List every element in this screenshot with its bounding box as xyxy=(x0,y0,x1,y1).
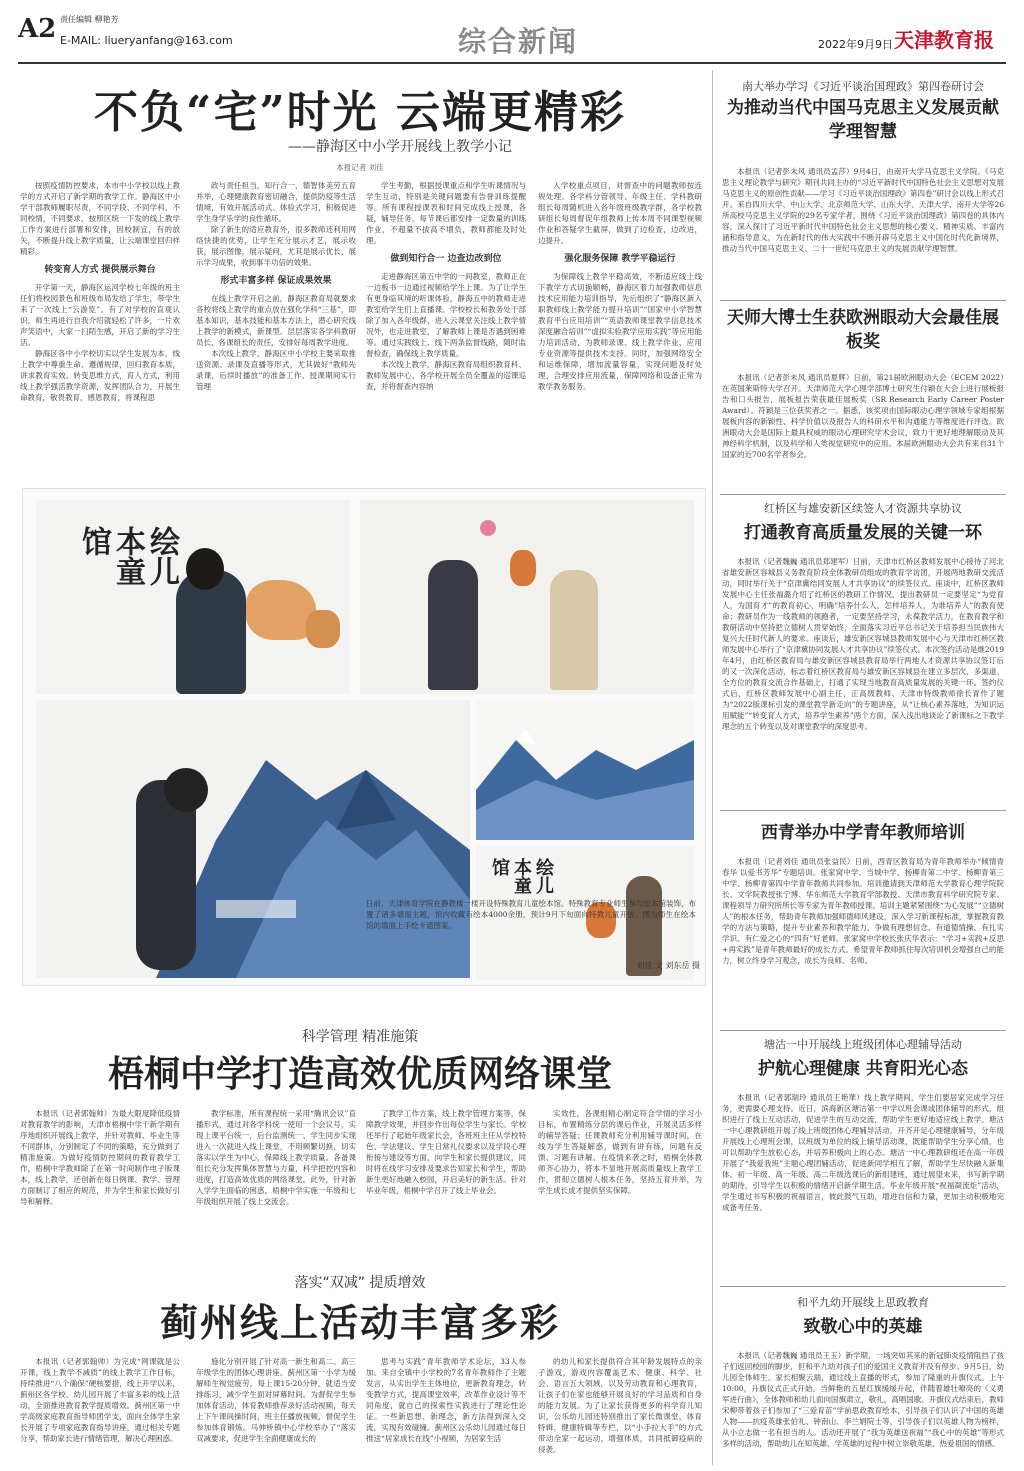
painter-figure-2 xyxy=(428,560,478,690)
wutong-column-1: 本报讯（记者郭翰帅）为最大限度降低疫情对教育教学的影响，天津市梧桐中学干新学期有序地组织开展线上教学，并针对教师、毕业生等不同群体，分别制定了不同的策略，充分做到了精准施策。为做好疫情防控期间的教育教学工作，梧桐中学教师除了在第一时间制作电子版课本，线上教学，还创新在每日例课、教学、管理方面制订了相应的规范，并为学生和家长做好引导和解释。 xyxy=(20,1109,180,1206)
column-divider xyxy=(712,70,713,1465)
mountain-mural-art xyxy=(36,700,470,978)
photo-left-top xyxy=(36,500,350,694)
fox-painting xyxy=(510,550,536,586)
lead-subhead-2: 形式丰富多样 保证成果效果 xyxy=(220,276,332,286)
lead-byline: 本报记者 刘佳 xyxy=(336,163,384,172)
wutong-column-3: 了教学工作方案，线上教学管理方案等，保障教学效果，并回步作出每位学生与家长。学校还举行了起始年级家长会，各班班主任从学校特色、学法建议、学生日常礼仪要求以及学段心理衔接与建设等方面，向学生和家长提供建议，同时将在线学习安排及要求告知家长和学生，帮助新生更好地融入校园，开启美好的新生活。针对毕业年级，梧桐中学召开了线上毕业会。 xyxy=(366,1109,526,1195)
right-divider-5 xyxy=(720,1286,1006,1287)
right-story-1-headline: 为推动当代中国马克思主义发展贡献学理智慧 xyxy=(727,98,999,142)
jizhou-column-1: 本报讯（记者郭翰帅）为完成“网课就是公开课，线上教学不减质”的线上教学工作目标，持续推进“八个确保”硬核要措，线上开学以来，蓟州区各学校、幼儿园开展了丰富多彩的线上活动，全面推进教育教学提质增效。蓟州区第一中学高级家庭教育指导师团学支，面向全体学生家长开展了专项家庭教育指导讲座，通过相关专题分享，帮助家长进行情绪管理，解决心理困惑。 xyxy=(20,1357,180,1443)
right-story-6-headline: 致敬心中的英雄 xyxy=(803,1317,923,1337)
paper-logo: 天津教育报 xyxy=(894,28,994,52)
masthead xyxy=(18,6,1006,62)
right-story-4-body: 本报讯（记者刘佳 通讯员张益民）日前，西青区教育局为青年教师举办“倾情青春华 以爱书芳华”专题培训。张家窝中学、当城中学、杨柳青第二中学、杨柳青第三中学、杨柳青第四中学青年教师共同参加。培训邀请到天津师范大学教育心理学院院长、文学院教授张宁博、华东师范大学教育学部教授、天津市教育科学研究院专家、课程领导力研究所所长等专家为青年教师授课。培训主题紧紧围绕“为心发展”“立德树人”的根本任务，帮助青年教师加强师德师风建设，深入学习新课程标准，掌握教育教学的方法与策略，提升专业素养和教学能力，争做有理想信念、有道德情操、有扎实学识、有仁爱之心的“四有”好老师。张家窝中学校长张庆华表示：“学习+实践+反思+再实践”是青年教师最好的成长方式。希望青年教师抓住每次培训机会增强自己的能力，树立终身学习观念，成长为良师、名师。 xyxy=(722,857,1004,965)
photo-caption: 日前，天津体育学院在静教楼一楼开设特殊教育儿童绘本馆。特殊教育专业师生参与绘本馆装饰，布置了诸多墙面主题，馆内收藏有绘本4000余册，预计9月下旬面向特教儿童开放。图为师生在绘本馆的墙面上手绘卡通图案。 xyxy=(366,899,696,930)
deer-painting-2 xyxy=(306,610,340,648)
photo-credit: 刘佳 文 刘东岳 摄 xyxy=(636,961,700,970)
right-story-1-kicker: 南大举办学习《习近平谈治国理政》第四卷研讨会 xyxy=(742,80,984,93)
lead-subtitle: ——静海区中小学开展线上教学小记 xyxy=(288,139,512,155)
right-divider-4 xyxy=(720,1030,1006,1031)
lead-headline: 不负“宅”时光 云端更精彩 xyxy=(94,87,626,138)
jizhou-kicker: 落实“双减” 提质增效 xyxy=(294,1275,426,1291)
painter-head xyxy=(186,548,224,590)
photo-mountain-mural xyxy=(36,700,470,978)
jizhou-headline: 蓟州线上活动丰富多彩 xyxy=(159,1300,560,1345)
wutong-kicker: 科学管理 精准施策 xyxy=(301,1029,419,1045)
jizhou-column-4: 的幼儿和家长提供符合其年龄发展特点的亲子游戏，游戏内容覆盖艺术、健康、科学、社会、语言五大领域，以及劳动教育和心理教育，让孩子们在家也能够开展良好的学习品质和自身的能力发展。为了让家长获得更多的科学育儿知识，公乐幼儿园还特别推出了家长微课堂，体育特辑，健康特辑等专栏，以“小手拉大手”的方式带动全家一起运动，增强体质，共同抵御疫病的侵袭。 xyxy=(538,1357,702,1454)
right-story-2-body: 本报讯（记者彭未风 通讯员夏辉）日前，第21届欧洲眼动大会（ECEM 2022）在英国莱斯特大学召开。天津师范大学心理学部博士研究生付颖在大会上进行展板报告和口头报告，展板报告荣获最佳展板奖（SR Research Early Career Poster Award）。符颖是三位获奖者之一。据悉，该奖项由国际眼动心理学领域专家组根据展板内容的新颖性、科学价值以及报告人的科研水平和沟通能力等维度进行评选。欧洲眼动大会是国际上最具权威的眼动心理研究学术会议，致力于更好地理解眼动及其神经科学机制，以及科学和人类视觉研究中的应用。本届欧洲眼动大会共有来自31个国家的近700名学者参会。 xyxy=(722,373,1004,459)
right-story-4-headline: 西青举办中学青年教师培训 xyxy=(761,823,965,843)
flower-painting xyxy=(480,520,496,536)
wutong-column-2: 教学标准，所有课程统一采用“腾讯会议”直播形式，通过对各学科统一使用一个会议号，实现上课平台统一，后台监测统一、学生同步实现进入一次就进入线上课堂，不用频繁切换，切实落实以学生为中心，保障线上教学质量。各备课组长充分发挥集体智慧与力量，科学把控内容和进度，打造高效优质的网络课堂。此外，针对新入学学生面临的困惑，梧桐中学实施一年级和七年级组织开展了线上交流会。 xyxy=(196,1109,356,1206)
lead-column-3: 学生考勤，根据授课重点和学生听课情况与学生互动，特别是关键问题要有告誉训练提醒等。所有课程授课表和时间完成线上授课，各疑，辅导任务。每节课后都安排一定数量的训练作业，不超量不拔高不增负，教师都能及时处理。 做到知行合一 边查边改到位 走进静海区第五中学的一间教室，教师正在一边板书一边通过视频给学生上课。为了让学生有更身临其境的听课体验，静海五中的教师走进教室给学生们上直播课。学校校长和教务处干部除了加入各年级群，进入云课堂关注线上教学情况外，也走进教室，了解教师上课是否遇到困难等。通过实践线上、线下两条监督线路，随时监督检查，确保线上教学质量。 本次线上教学，静海区教育局组织教育科、教师发展中心、各学校开展全员全覆盖的巡课巡查，并将督查内容纳 xyxy=(366,181,526,391)
editor-line: 责任编辑 柳艳芳 xyxy=(60,15,119,24)
right-story-1-body: 本报讯（记者彭未风 通讯员孟莎）9月4日，由南开大学马克思主义学院、《马克思主义理论教学与研究》期刊共同主办的“习近平新时代中国特色社会主义思想对发展马克思主义的原创性贡献——学习《习近平谈治国理政》第四卷”研讨会以线上形式召开。来自四川大学、中山大学、北京师范大学、山东大学、天津大学、南开大学等26所高校马克思主义学院的29名专家学者，围绕《习近平谈治国理政》第四卷的具体内容，深入探讨了习近平新时代中国特色社会主义思想的核心要义、精神实质、丰富内涵和指导意义，为在新时代的伟大实践中不断开辟马克思主义中国化时代化新境界，推动当代中国马克思主义、二十一世纪马克思主义的发展贡献学理智慧。 xyxy=(722,167,1004,253)
jizhou-column-3: 思考与实践”青年教师学术论坛，33人参加。来自全镇中小学校的7名青年教师作了主题发言，从实出学生主体地位，更新教育理念，转变教学方式，提高课堂效率，改革作业设计等不同角度，就自己的探索性实践进行了理论性论证。一些新思想、新理念，新方法得到深入交流，实现有效碰撞。蓟州区公乐幼儿园通过每日推送“居家成长在线”小视频，为居家生活 xyxy=(366,1357,526,1443)
lead-subhead-1: 转变育人方式 提供展示舞台 xyxy=(44,265,156,275)
right-story-5-headline: 护航心理健康 共育阳光心态 xyxy=(758,1059,968,1079)
editor-email: E-MAIL: liueryanfang@163.com xyxy=(60,34,233,47)
wall-lettering-2: 绘儿 本童 馆 xyxy=(489,858,554,894)
right-story-6-body: 本报讯（记者魏巍 通讯员王玉）新学期，一场突如其来的新冠肺炎疫情阻挡了孩子们返回校园的脚步，但和平九幼对孩子们的爱国主义教育并没有停步。9月5日，幼儿园全体师生、家长相聚云端，通过线上直播的形式，参加了隆重的升旗仪式。上午10:00，升旗仪式正式开始。当鲜艳的五星红旗缓缓升起，伴随着雄壮嘹亮的《义勇军进行曲》，全体教师和幼儿面向国旗肃立，敬礼，高唱国歌。开旗仪式结束后，教师宋柳带着孩子们参加了“三爱育苗”学前思政教育绘本，引导孩子们认识了中国的英雄人物——抗疫英雄张伯礼、钟南山、李兰娟院士等，引导孩子们以英雄人物为榜样，从小立志做一名有担当的人。活动还开展了“我为英雄送祝福”“我心中的英雄”等形式多样的活动，帮助幼儿在知英雄、学英雄的过程中树立崇敬英雄、热爱祖国的情感。 xyxy=(722,1351,1004,1448)
right-story-5-kicker: 塘沽一中开展线上班级团体心理辅导活动 xyxy=(764,1038,962,1051)
lead-subhead-3: 做到知行合一 边查边改到位 xyxy=(390,254,502,264)
wutong-headline: 梧桐中学打造高效优质网络课堂 xyxy=(107,1053,612,1095)
section-title: 综合新闻 xyxy=(458,25,579,58)
mountain-wave-art xyxy=(476,700,694,840)
lead-column-1: 按照疫情防控要求，本市中小学校以线上教学的方式开启了新学期的教学工作。静海区中小学干部教师履职尽责，不同学段、不同学科、不同校情，不同要求，按照区统一下发的线上教学工作方案进行部署和安排，因校制宜，有的放矢，不断提升线上教学质量，让云端课堂回归样精彩。 转变育人方式 提供展示舞台 开学第一天，静海区运河学校七年级的班主任们将校园景色和班级布局发给了学生，带学生来了一次线上“云游览”。有了对学校的直观认识，师生再进行自我介绍就轻松了许多，一片欢声笑语中，大家一扫陌生感，开启了新的学习生活。 静海区各中小学校切实以学生发展为本，线上教学中尊重生命、遵循规律，回归教育本质，讲求教育实效。转变思维方式，育人方式，利用线上教学强活教学资源，发挥团队合力，开展生命教育，敬畏教育，感恩教育，将课程思 xyxy=(20,181,180,402)
right-story-2-headline: 天师大博士生获欧洲眼动大会最佳展板奖 xyxy=(727,308,999,352)
page-number: A2 xyxy=(18,14,57,44)
right-divider-3 xyxy=(720,810,1006,811)
header-rule xyxy=(18,62,1006,64)
right-divider-1 xyxy=(720,300,1006,301)
right-story-3-kicker: 红桥区与雄安新区续签人才资源共享协议 xyxy=(764,502,962,515)
right-story-3-body: 本报讯（记者魏巍 通讯员郑建军）日前，天津市红桥区教师发展中心接待了河北省雄安新区容城县义务教育阶段全体教研员组成的教育学访团，开展两地教研交流活动，同时举行关于“京津冀结同发展人才共享协议”的续签仪式。座谈中，红桥区教师发展中心主任张福潞介绍了红桥区的教研工作情况，提出教研员一定要坚定“为党育人，为国育才”的教育初心，明确“培养什么人，怎样培养人，为谁培养人”的教育使命；教研员作为一线教师的领跑者，一定要坚持学习，永葆教学活力，在教育教学和教研活动中坚持把立德树人贯穿始终，全面落实习近平总书记关于培养担当民族伟大复兴大任时代新人的要求。座谈后，雄安新区容城县教师发展中心与天津市红桥区教师发展中心举行了“京津冀协同发展人才共享协议”续签仪式。本次签约活动是继2019年4月，由红桥区教育局与雄安新区容城县教育局举行两地人才资源共享协议签订后的又一次深化活动，标志着红桥区教育局与雄安新区容城县在建立多层次、多渠道、全方位的教育交流合作基础上，打通了实现当地教育高质量发展的关键一环。签约仪式后，红桥区教师发展中心副主任，正高级教师、天津市特级教师徐长青作了题为“2022版课标引发的课堂教学新走向”的专题讲座，从“让核心素养落地，为知识运用赋能”“转变育人方式，培养学生素养”两个方面，深入浅出地谈论了新课标之下教学理念的五个转变以及对课堂教学的深度思考。 xyxy=(722,557,1004,731)
wutong-column-4: 实效性，各课组精心制定符合学情的学习小目标，布置精练分层的课后作业，开展灵活多样的辅导答疑；任课教师充分利用辅导课时间，在线为学生答疑解惑，做到有讲有练，问题有反馈、习题有讲解。在疫情来袭之时，梧桐全体教师齐心协力，将本不显地开展高质量线上教学工作，贯彻立德树人根本任务，坚持五育并举，为学生成长成才提供坚实保障。 xyxy=(538,1109,702,1195)
lead-column-4: 入学校重点项目，对督查中的问题教师按连规处理。各学科分管领导、年级主任、学科教研组长每周随机进入各年级班级教学群，各学校教研组长每周督促年组教师上传本周不同课型视频作业和答疑学生截屏，做到了边检查，边改进，边提升。 强化服务保障 教学平稳运行 为保障线上教学平稳高效，不断适应线上线下教学方式切换顺畅，静海区着力加强教师信息技术应用能力培训指导，先后组织了“静海区新入职教师线上教学能力提升培训”“国家中小学智慧教育平台应用培训”“英语教师课堂教学信息技术深度融合培训”“虚拟实验教学应用实践”等应用能力培训活动，为教师录课、线上教学作业、应用专业资源等提供技术支持。同时，加强网络安全和运维保障，增加流量容量，实现问题及时处理，合理安排应用流量，保障网络和设备正常为教学教务服务。 xyxy=(538,181,702,391)
issue-date: 2022年9月9日 xyxy=(818,38,893,51)
lead-column-2: 政与责任担当，知行合一，德智体美劳五育并举，心理健康教育密切融合，提供防疫等生活情境，有效开展活动式、体验式学习，积极促进学生身学乐学的良性循环。 除了新生的适应教育外，很多教师还利用网络快捷的优势，让学生充分展示才艺，展示收获，展示图像，展示疑问，尤其是展示优长，展示学习成果，收到事半功倍的效果。 形式丰富多样 保证成果效果 在线上教学开启之前，静海区教育局就要求各校将线上教学的重点放在强化学科“三基”，即基本知识，基本技能和基本方法上，潜心研究线上教学的新模式，新课型。层层落实各学科教研员长、各课组长的责任，安排好每周教学进度。 本次线上教学，静海区中小学校主要采取推送资源、录课及直播等形式，尤其做好“教师先录课，后续时播放”的准备工作。授课期间实行管理 xyxy=(196,181,356,391)
jizhou-column-2: 施化分别开展了针对高一新生和高二、高三年级学生的团体心理讲座。蓟州区第一小学为缓解师生视觉疲劳，每上课15-20分钟，就适当安排练习，减少学生面对屏幕时间。为督促学生参加体育活动，体育教师推荐录好活动视频，每天上下午课间操时间，班主任播放视频，督促学生参加体育锻炼。马伸桥镇中心学校举办了“落实双减要求，促进学生全面健康成长的 xyxy=(196,1357,356,1443)
photo-right-top xyxy=(360,500,694,694)
photo-right-middle xyxy=(476,700,694,840)
wall-lettering: 绘儿 本童 馆 xyxy=(76,526,179,586)
right-story-6-kicker: 和平九幼开展线上思政教育 xyxy=(797,1296,929,1309)
right-story-3-headline: 打通教育高质量发展的关键一环 xyxy=(744,523,982,543)
lead-subhead-4: 强化服务保障 教学平稳运行 xyxy=(564,254,676,264)
right-story-5-body: 本报讯（记者郭瑞玲 通讯员王艳華）线上教学期间，学生们要居家完成学习任务，更需要心理支持。近日，滨海新区塘沽第一中学以班会课或团体辅导的形式，组织进行了线上互动活动，促进学生的互动交流，帮助学生更好地适应线上教学。塘沽一中心理教研组开展了线上班级团体心理辅导活动，开齐开足心理健康辅导，分年级开展线上心理班会课，以班级为单位的线上辅导活动课，既能帮助学生分享心情，也可以帮助学生放松心态，并培养积极向上的心态。塘沽一中心理教研组还在高一年级开展了“我爱我班”主题心理团辅活动，促进新同学相互了解，帮助学生尽快融入新集体。初一年级、高一年级、高二年级选课后的新组建班，通过展望未来，书写新学期的期待，引导学生以积极的情绪开启新学期生活。毕业年级开展“祝福凝流炬”活动，学生通过书写积极的祝福语言，彼此鼓气互助，增进自信和力量，更加主动积极地完成备考任务。 xyxy=(722,1093,1004,1212)
right-divider-2 xyxy=(720,494,1006,495)
painter-figure-3 xyxy=(550,570,598,690)
